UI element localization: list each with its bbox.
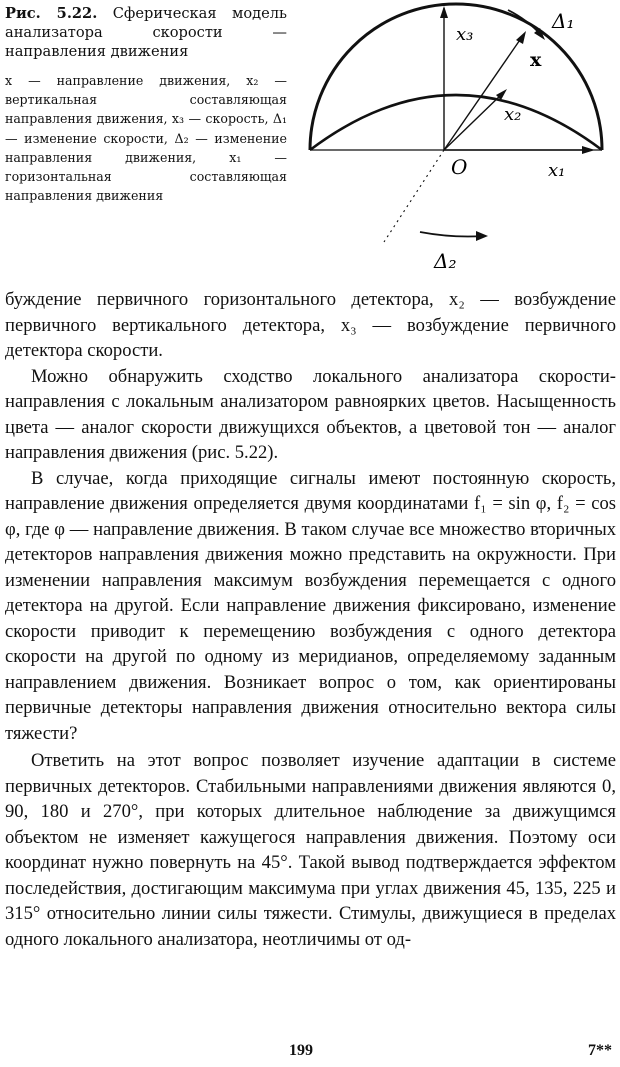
label-x2: x₂ bbox=[504, 104, 522, 125]
delta2-arc bbox=[420, 232, 484, 237]
arrow-x1 bbox=[582, 146, 595, 154]
paragraph-2: Можно обнаружить сходство локального анализатора скорости-направления с локальным анализатором равноярких цветов. Насыщенность цвета — аналог скорости движущихся объектов, а цветовой тон — аналог направления движения (рис. 5.22). bbox=[5, 365, 616, 463]
caption-title-line bbox=[5, 4, 287, 61]
arrow-x3 bbox=[440, 6, 448, 18]
signature-mark: 7** bbox=[588, 1042, 612, 1059]
sphere-diagram bbox=[292, 0, 620, 282]
delta2-arrowhead bbox=[476, 231, 488, 241]
label-x3: x₃ bbox=[456, 24, 474, 45]
label-delta1: Δ₁ bbox=[552, 9, 575, 33]
dotted-diagonal bbox=[384, 150, 444, 242]
label-delta2: Δ₂ bbox=[434, 249, 457, 273]
vector-x bbox=[444, 34, 524, 150]
sphere-figure bbox=[292, 0, 620, 282]
label-origin: O bbox=[451, 155, 468, 179]
label-x: x bbox=[530, 49, 542, 71]
figure-legend: x — направление движения, x₂ — вертикальная составляющая направления движения, x₃ — скорость, Δ₁ — изменение скорости, Δ₂ — изменение направления движения, x₁ — горизонтальная составляющая направления движения bbox=[5, 73, 287, 204]
paragraph-3: В случае, когда приходящие сигналы имеют постоянную скорость, направление движения определяется двумя координатами f₁ = sin φ, f₂ = cos φ, где φ — направление движения. В таком случае все множество вторичных детекторов направления движения можно представить на окружности. При изменении направления максимум возбуждения перемещается с одного детектора на другой. Если направление движения фиксировано, изменение скорости приводит к перемещению возбуждения с одного детектора скорости на другой по одному из меридианов, определяемому заданным направлением движения. Возникает вопрос о том, как ориентированы первичные детекторы направления движения относительно вектора силы тяжести? bbox=[5, 467, 616, 744]
arrow-x bbox=[516, 31, 526, 44]
figure-title: Сферическая модель анализатора скорости — направления движения bbox=[5, 5, 287, 60]
label-x1: x₁ bbox=[548, 160, 566, 181]
page-number: 199 bbox=[289, 1042, 313, 1059]
figure-label: Рис. 5.22. bbox=[5, 5, 98, 22]
vector-x2 bbox=[444, 92, 504, 150]
paragraph-1: буждение первичного горизонтального детектора, x₂ — возбуждение первичного вертикального детектора, x₃ — возбуждение первичного детектора скорости. bbox=[5, 289, 616, 361]
body-text bbox=[5, 287, 616, 952]
figure-caption bbox=[5, 4, 287, 205]
paragraph-4: Ответить на этот вопрос позволяет изучение адаптации в системе первичных детекторов. Стабильными направлениями движения являются 0, 90, 180 и 270°, при которых длительное наблюдение за движущимся объектом не изменяет кажущегося направления движения. Поэтому оси координат нужно повернуть на 45°. Такой вывод подтверждается эффектом последействия, достигающим максимума при углах движения 45, 135, 225 и 315° относительно линии силы тяжести. Стимулы, движущиеся в пределах одного локального анализатора, неотличимы от од- bbox=[5, 750, 616, 950]
equator-arc bbox=[310, 95, 602, 150]
page-footer bbox=[0, 1040, 620, 1064]
